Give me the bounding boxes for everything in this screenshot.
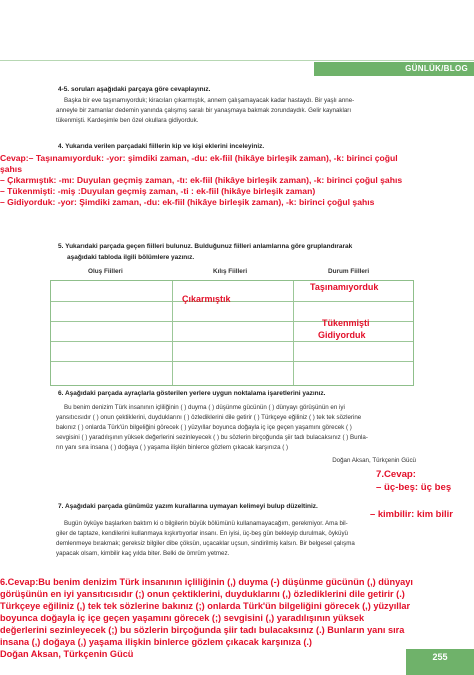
q7-line: giler de taptaze, kendilerini kullanmaya kışkırtıyorlar insanı. En iyisi, üç-beş gün bekleyip durulmak, öyküyü	[56, 530, 348, 537]
q5-line: aşağıdaki tabloda ilgili bölümlere yazınız.	[67, 254, 195, 261]
q7-answer-line: – üç-beş: üç beş	[376, 481, 452, 493]
q6-line: sevgisini ( ) yaradılışının yüksek değerlerini sezinleyecek ( ) bu sözlerin birçoğunda şiir tadı bulacaksınız ( ) Bunla-	[56, 434, 368, 441]
table-row-line	[51, 301, 413, 302]
q45-passage	[56, 96, 434, 126]
q6-line: rın yanı sıra insana ( ) doğaya ( ) yaşama ilişkin binlerce gözlem çıkacak karşınıza ( )	[56, 444, 289, 451]
q5-line: 5. Yukarıdaki parçada geçen fiilleri bulunuz. Bulduğunuz fiilleri anlamlarına göre gruplandırarak	[58, 243, 353, 250]
q6-text: 6. Aşağıdaki parçada ayraçlarla gösterilen yerlere uygun noktalama işaretlerini yazınız.	[58, 390, 326, 397]
q7-text: 7. Aşağıdaki parçada günümüz yazım kurallarına uymayan kelimeyi bulup düzeltiniz.	[58, 503, 318, 510]
q45-line: tükenmişti. Kardeşimle ben özel okullara gidiyorduk.	[56, 117, 199, 124]
q4-answer-line: – Gidiyorduk: -yor: Şimdiki zaman, -du: ek-fiil (hikâye birleşik zaman), -k: birinci çoğul şahıs	[0, 197, 375, 207]
header-title: GÜNLÜK/BLOG	[405, 64, 468, 73]
page-number: 255	[406, 649, 474, 675]
header-rule	[0, 60, 474, 61]
q6-line: yansıtıcısıdır ( ) onun çektiklerini, duyduklarını ( ) özlediklerini dile getirir ( ) Türkçeye eğiliniz ( ) tek tek sözlerine	[56, 414, 362, 421]
q7-answer-line: 7.Cevap:	[376, 469, 416, 480]
q6-answer-line: Doğan Aksan, Türkçenin Gücü	[0, 649, 134, 659]
q4-text: 4. Yukarıda verilen parçadaki fiillerin kip ve kişi eklerini inceleyiniz.	[58, 143, 265, 150]
q6-line: Bu benim denizim Türk insanının içliliğinin ( ) duyma ( ) düşünme gücünün ( ) dünyayı görüşünün en iyi	[64, 404, 345, 411]
table-header-durum: Durum Fiilleri	[328, 268, 370, 275]
table-entry: Taşınamıyorduk	[310, 282, 379, 292]
table-entry: Çıkarmıştık	[182, 294, 231, 304]
q4-answer-line: – Tükenmişti: -miş :Duyulan geçmiş zaman, -ti : ek-fiil (hikâye birleşik zaman)	[0, 186, 316, 196]
q45-line: anneyle bir zamanlar dedemin yanında çalışmış saralı bir yanaşmaya bakmak zorundaydık. Gelir kaynakları	[56, 107, 352, 114]
q6-answer-line: boyunca doğayla iç içe geçen yaşamını görecek (;) sevgisini (,) yaradılışının yüksek	[0, 613, 365, 623]
q7-answer2: – kimbilir: kim bilir	[370, 508, 453, 519]
q4-answer	[0, 153, 474, 208]
q7-line: Bugün öyküye başlarken baktım ki o bilgilerin büyük bölümünü kullanamayacağım, gerekmiyor. Ama bil-	[64, 520, 348, 527]
q4-answer-line: – Çıkarmıştık: -mı: Duyulan geçmiş zaman, -tı: ek-fiil (hikâye birleşik zaman), -k: birinci çoğul şahıs	[0, 175, 403, 185]
q6-answer-line: 6.Cevap:Bu benim denizim Türk insanının içliliğinin (,) duyma (-) düşünme gücünün (,) dünyayı	[0, 577, 413, 587]
q7-answer	[376, 469, 451, 494]
q6-answer-line: Türkçeye eğiliniz (,) tek tek sözlerine bakınız (;) onlarda Türk'ün bilgeliğini görecek (,) yüzyıllar	[0, 601, 411, 611]
table-row-line	[51, 361, 413, 362]
q45-instruction: 4-5. soruları aşağıdaki parçaya göre cevaplayınız.	[58, 86, 211, 93]
q7-passage	[56, 519, 428, 559]
q6-answer-line: görüşünün en iyi yansıtıcısıdır (;) onun çektiklerini, duyduklarını (,) özlediklerini dile getirir (.)	[0, 589, 405, 599]
q6-answer-line: insana (,) doğaya (,) yaşama ilişkin binlerce gözlem çıkacak karşınıza (.)	[0, 637, 312, 647]
q6-answer	[0, 576, 474, 660]
table-divider	[293, 281, 294, 385]
table-entry: Gidiyorduk	[318, 330, 366, 340]
table-header-kilis: Kılış Fiilleri	[213, 268, 248, 275]
table-header-olus: Oluş Fiilleri	[88, 268, 123, 275]
q4-answer-line: şahıs	[0, 164, 22, 174]
q45-line: Başka bir eve taşınamıyorduk; kiracıları çıkarmıştık, annem çalışamayacak kadar hastaydı. Bir yaşlı anne-	[64, 97, 355, 104]
q6-passage	[56, 403, 428, 453]
q6-line: bakınız ( ) onlarda Türk'ün bilgeliğini görecek ( ) yüzyıllar boyunca doğayla iç içe geçen yaşamını görecek ( )	[56, 424, 352, 431]
q6-source: Doğan Aksan, Türkçenin Gücü	[332, 457, 416, 464]
q7-line: demlenmeye bırakmak; gereksiz bilgiler dibe çöksün, uçacaklar uçsun, sindirilmiş kalsın. Bir belgesel çalışma	[56, 540, 355, 547]
table-entry: Tükenmişti	[322, 318, 370, 328]
q7-line: yapacak olsam, kimbilir kaç yılda biter. Belki de ömrüm yetmez.	[56, 550, 230, 557]
table-row-line	[51, 341, 413, 342]
q5-text	[58, 241, 352, 263]
table-divider	[172, 281, 173, 385]
q6-answer-line: değerlerini sezinleyecek (;) bu sözlerin birçoğunda şiir tadı bulacaksınız (.) Bunların yanı sıra	[0, 625, 405, 635]
q4-answer-line: Cevap:– Taşınamıyorduk: -yor: şimdiki zaman, -du: ek-fiil (hikâye birleşik zaman), -k: birinci çoğul	[0, 153, 398, 163]
